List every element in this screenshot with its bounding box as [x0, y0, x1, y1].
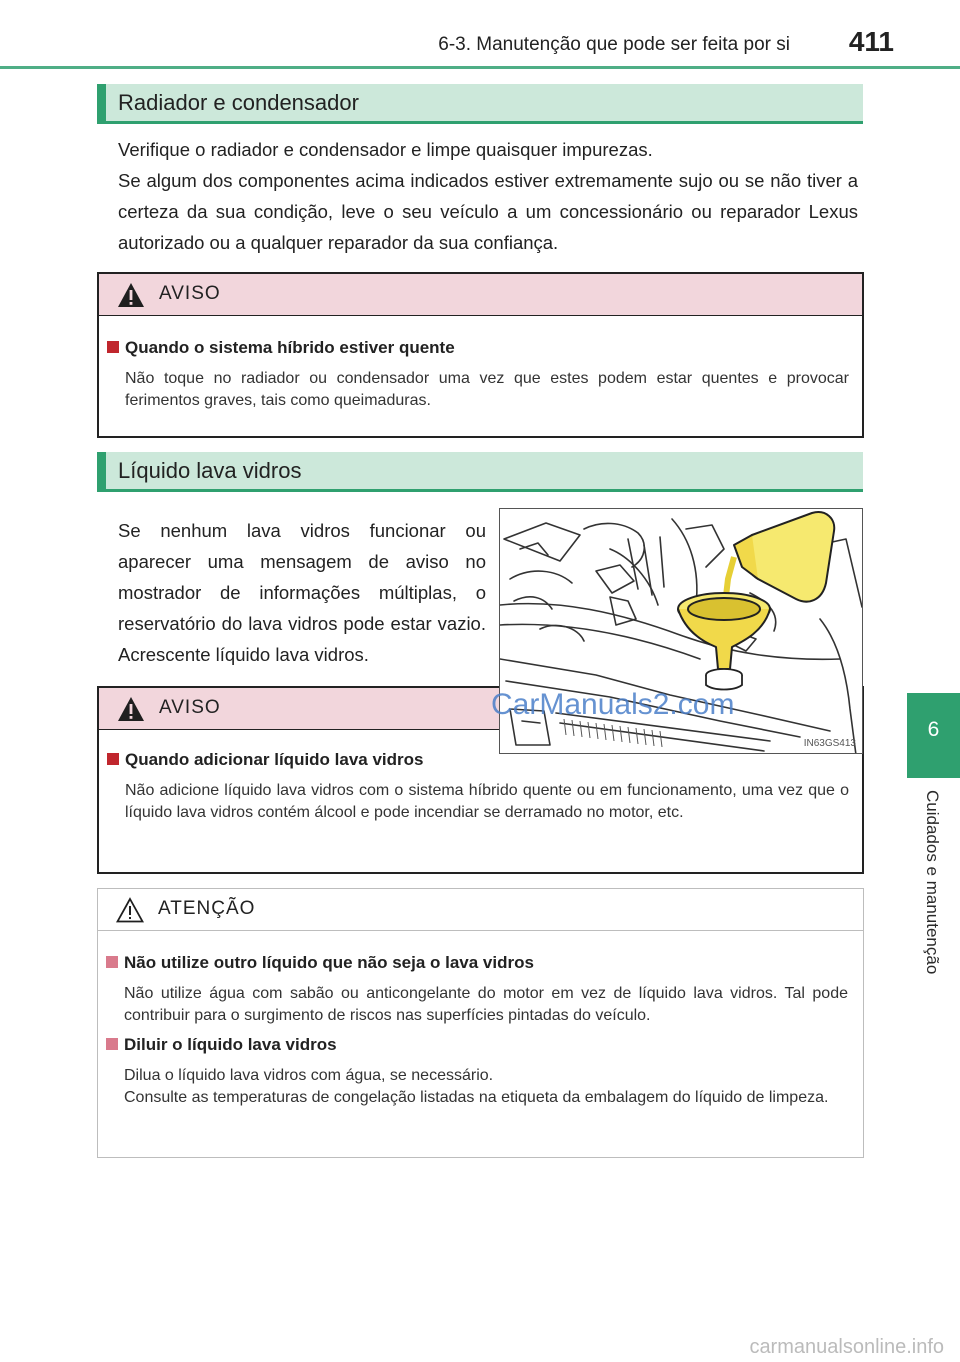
caution-item1-text: Não utilize água com sabão ou anticongelante do motor em vez de líquido lava vidros. Tal pode contribuir para o surgimento de riscos nas superfícies pintadas do veículo.: [124, 985, 848, 1024]
warning-text: Não adicione líquido lava vidros com o sistema híbrido quente ou em funcionamento, uma vez que o líquido lava vidros contém álcool e pode incendiar se derramado no motor, etc.: [125, 782, 849, 821]
warning-text: Não toque no radiador ou condensador uma vez que estes podem estar quentes e provocar ferimentos graves, tais como queimaduras.: [125, 370, 849, 409]
header-section-title: 6-3. Manutenção que pode ser feita por si: [438, 34, 790, 55]
warning-label: AVISO: [159, 283, 221, 304]
caution-item1-title-text: Não utilize outro líquido que não seja o lava vidros: [124, 953, 534, 972]
warning-box-hybrid-hot: [97, 272, 864, 438]
caution-box: [97, 888, 864, 1158]
page-header: [0, 0, 960, 70]
page-number: 411: [848, 26, 894, 57]
warning-triangle-icon: [117, 282, 145, 308]
square-bullet-icon: [106, 956, 118, 968]
chapter-number: 6: [927, 718, 940, 741]
caution-triangle-icon: [116, 897, 144, 923]
chapter-label: Cuidados e manutenção: [923, 790, 942, 975]
caution-item1-title: [106, 953, 534, 973]
warning-title-text: Quando adicionar líquido lava vidros: [125, 750, 424, 769]
section-title-washer: Líquido lava vidros: [118, 458, 302, 483]
figure-code: IN63GS413: [803, 738, 856, 749]
warning-title: [107, 750, 424, 770]
warning-title: [107, 338, 455, 358]
section-bar-washer: [97, 452, 863, 492]
square-bullet-icon: [106, 1038, 118, 1050]
warning-box-header: [99, 274, 862, 316]
section-bar-radiator: [97, 84, 863, 124]
square-bullet-icon: [107, 753, 119, 765]
header-rule: [0, 66, 960, 69]
washer-paragraph: Se nenhum lava vidros funcionar ou aparecer uma mensagem de aviso no mostrador de informações múltiplas, o reservatório do lava vidros pode estar vazio. Acrescente líquido lava vidros.: [118, 520, 486, 665]
caution-item2-text: Dilua o líquido lava vidros com água, se necessário. Consulte as temperaturas de congelação listadas na etiqueta da embalagem do líquido de limpeza.: [124, 1067, 829, 1106]
warning-triangle-icon: [117, 696, 145, 722]
caution-item2-title: [106, 1035, 337, 1055]
footer-watermark: carmanualsonline.info: [749, 1336, 944, 1358]
caution-box-header: [98, 889, 863, 931]
caution-label: ATENÇÃO: [158, 898, 256, 919]
warning-title-text: Quando o sistema híbrido estiver quente: [125, 338, 455, 357]
warning-label: AVISO: [159, 697, 221, 718]
caution-item2-title-text: Diluir o líquido lava vidros: [124, 1035, 337, 1054]
square-bullet-icon: [107, 341, 119, 353]
watermark: CarManuals2.com: [491, 688, 735, 721]
section-title-radiator: Radiador e condensador: [118, 90, 359, 115]
radiator-paragraph: Verifique o radiador e condensador e limpe quaisquer impurezas. Se algum dos componentes acima indicados estiver extremamente sujo ou se não tiver a certeza da sua condição, leve o seu veículo a um concessionário ou reparador Lexus autorizado ou a qualquer reparador da sua confiança.: [118, 139, 858, 253]
